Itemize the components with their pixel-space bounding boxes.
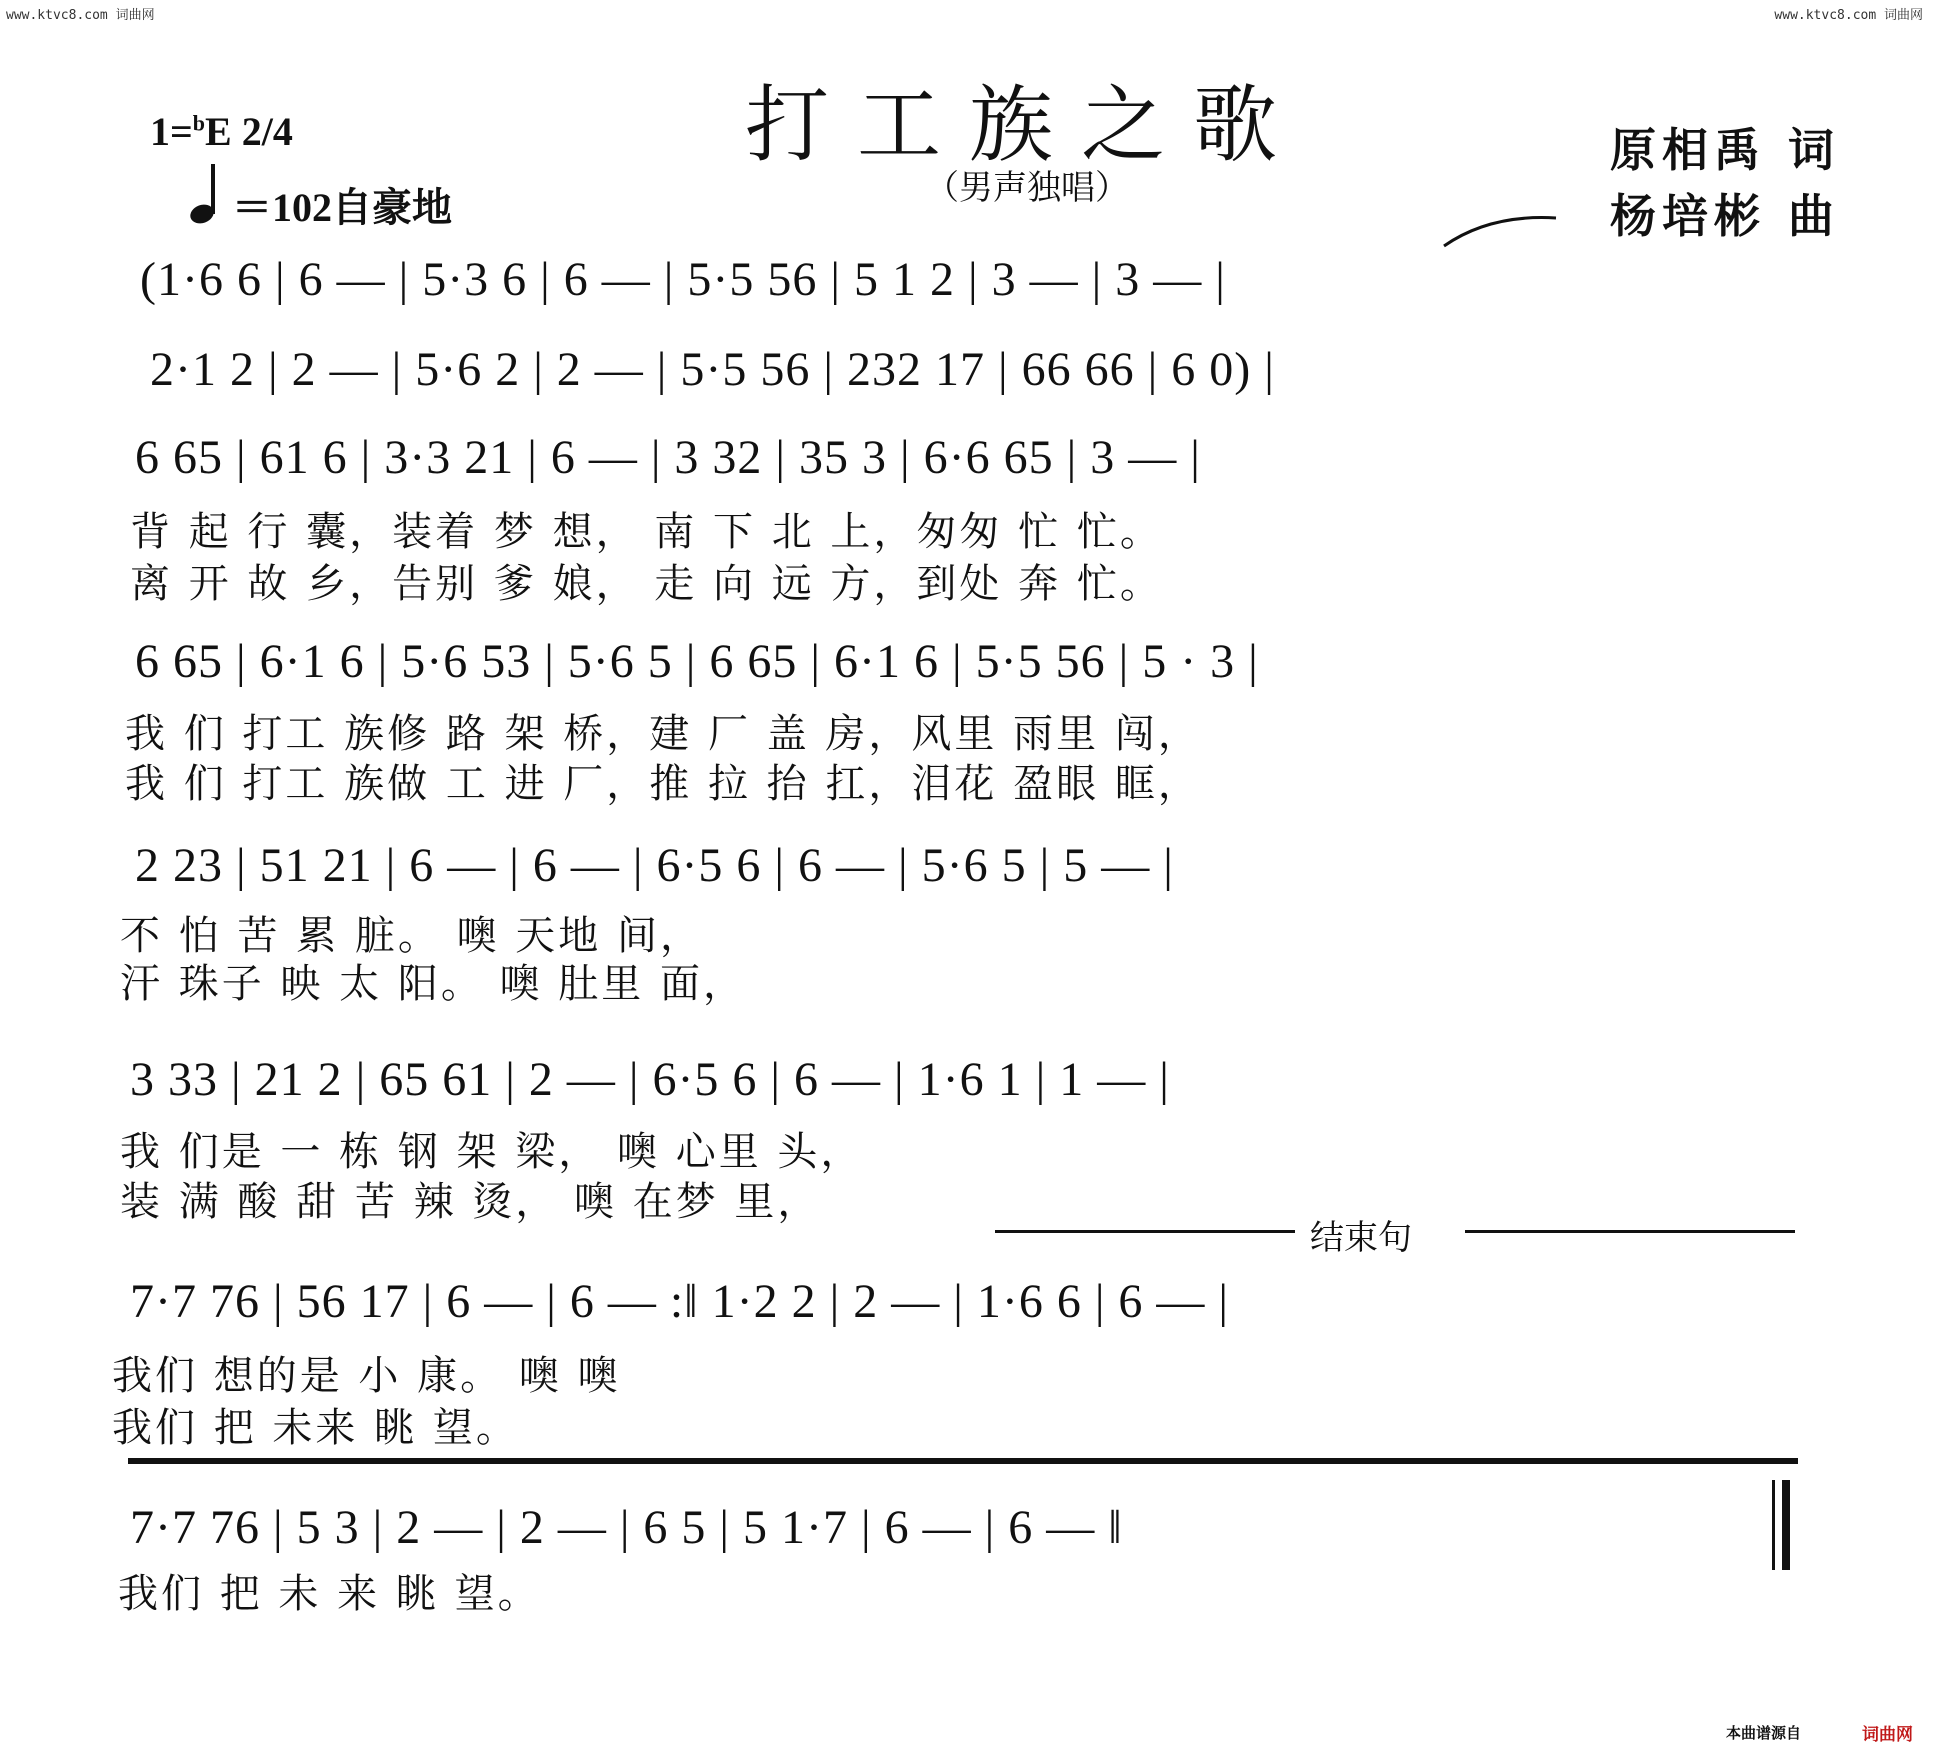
- ending-section-label: 结束句: [1300, 1210, 1422, 1259]
- final-barline-heavy: [1782, 1480, 1790, 1570]
- notation-row-1: (1·6 6 | 6 — | 5·3 6 | 6 — | 5·5 56 | 5 1 2 | 3 — | 3 — |: [140, 253, 1226, 306]
- ending-line-left: [995, 1230, 1295, 1233]
- notation-row-7: 7·7 76 | 56 17 | 6 — | 6 — :‖ 1·2 2 | 2 — | 1·6 6 | 6 — |: [130, 1275, 1230, 1328]
- watermark-right: www.ktvc8.com 词曲网: [1774, 8, 1923, 23]
- lyric-row-8-verse-1: 我们 把 未 来 眺 望。: [118, 1571, 541, 1617]
- lyric-row-6-verse-2: 装 满 酸 甜 苦 辣 烫， 噢 在梦 里，: [120, 1179, 821, 1225]
- footer-site-logo[interactable]: 词曲网: [1862, 1725, 1913, 1745]
- footer-source: 本曲谱源自: [1726, 1724, 1802, 1742]
- song-title: 打工族之歌: [745, 76, 1306, 174]
- section-divider: [128, 1458, 1798, 1464]
- lyric-row-4-verse-2: 我 们 打工 族做 工 进 厂，推 拉 抬 扛，泪花 盈眼 眶，: [125, 761, 1201, 807]
- notation-row-3: 6 65 | 61 6 | 3·3 21 | 6 — | 3 32 | 35 3 | 6·6 65 | 3 — |: [135, 431, 1201, 484]
- key-signature: 1=$^b$E 2/4: [150, 109, 293, 154]
- lyric-row-3-verse-2: 离 开 故 乡，告别 爹 娘， 走 向 远 方，到处 奔 忙。: [130, 561, 1163, 607]
- lyric-row-4-verse-1: 我 们 打工 族修 路 架 桥，建 厂 盖 房，风里 雨里 闯，: [125, 711, 1201, 757]
- ending-line-right: [1465, 1230, 1795, 1233]
- final-barline-thin: [1772, 1480, 1775, 1570]
- notation-row-4: 6 65 | 6·1 6 | 5·6 53 | 5·6 5 | 6 65 | 6·1 6 | 5·5 56 | 5 · 3 |: [135, 635, 1259, 688]
- lyric-row-6-verse-1: 我 们是 一 栋 钢 架 梁， 噢 心里 头，: [120, 1129, 864, 1175]
- lyric-row-5-verse-1: 不 怕 苦 累 脏。 噢 天地 间，: [120, 913, 704, 959]
- lyric-row-5-verse-2: 汗 珠子 映 太 阳。 噢 肚里 面，: [120, 961, 747, 1007]
- lyricist-credit: 原相禹 词: [1610, 123, 1841, 177]
- song-subtitle: （男声独唱）: [925, 168, 1129, 208]
- lyric-row-7-verse-1: 我们 想的是 小 康。 噢 噢: [112, 1353, 621, 1399]
- lyric-row-7-verse-2: 我们 把 未来 眺 望。: [112, 1405, 519, 1451]
- notation-row-8: 7·7 76 | 5 3 | 2 — | 2 — | 6 5 | 5 1·7 | 6 — | 6 — ‖: [130, 1501, 1123, 1554]
- notation-row-6: 3 33 | 21 2 | 65 61 | 2 — | 6·5 6 | 6 — | 1·6 1 | 1 — |: [130, 1053, 1170, 1106]
- slur-icon: [1440, 212, 1560, 252]
- watermark-left: www.ktvc8.com 词曲网: [6, 8, 155, 23]
- composer-credit: 杨培彬 曲: [1610, 189, 1841, 243]
- tempo-marking: ＝102自豪地: [232, 185, 452, 230]
- notation-row-2: 2·1 2 | 2 — | 5·6 2 | 2 — | 5·5 56 | 232 17 | 66 66 | 6 0) |: [150, 343, 1275, 396]
- quarter-note-icon: [188, 160, 228, 226]
- notation-row-5: 2 23 | 51 21 | 6 — | 6 — | 6·5 6 | 6 — | 5·6 5 | 5 — |: [135, 839, 1174, 892]
- lyric-row-3-verse-1: 背 起 行 囊，装着 梦 想， 南 下 北 上，匆匆 忙 忙。: [130, 509, 1163, 555]
